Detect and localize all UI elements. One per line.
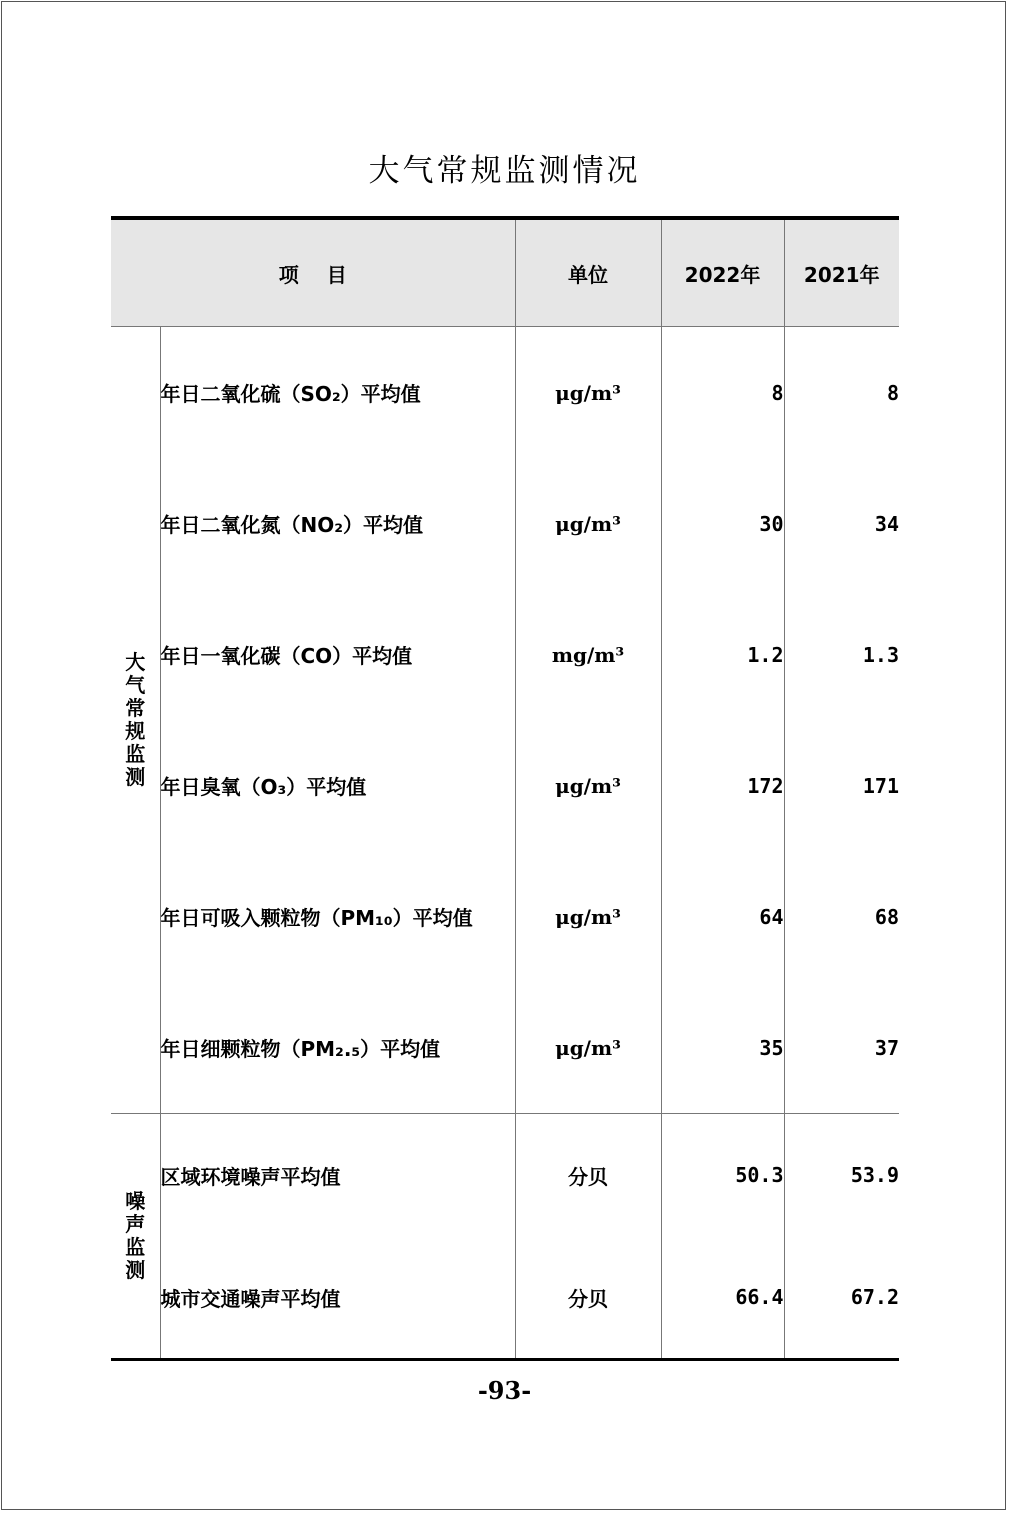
page-title: 大气常规监测情况	[368, 153, 641, 189]
value-2021: 1.3	[862, 642, 899, 667]
table-row	[111, 982, 899, 1114]
value-2021: 34	[874, 511, 899, 536]
header-year-2021: 2021年	[784, 218, 899, 327]
value-2022: 172	[661, 720, 784, 851]
unit-cell: μg/m³	[515, 458, 661, 589]
value-2022: 8	[661, 327, 784, 459]
item-name: 年日二氧化硫（SO₂）平均值	[160, 327, 515, 459]
header-year-2022: 2022年	[661, 218, 784, 327]
page-number: -93-	[477, 1376, 532, 1405]
value-2022: 35	[661, 982, 784, 1114]
table-row	[111, 458, 899, 589]
unit-cell: μg/m³	[515, 327, 661, 459]
table-row	[111, 720, 899, 851]
value-2022: 1.2	[661, 589, 784, 720]
value-2021: 67.2	[850, 1285, 899, 1309]
item-name: 年日臭氧（O₃）平均值	[160, 720, 515, 851]
value-2022: 64	[661, 851, 784, 982]
item-name: 区域环境噪声平均值	[160, 1114, 515, 1237]
table-row	[111, 1236, 899, 1360]
header-item	[111, 218, 515, 327]
unit-cell: 分贝	[515, 1236, 661, 1360]
table-row	[111, 851, 899, 982]
value-2022: 66.4	[661, 1236, 784, 1360]
group-label-air: 大气常规监测	[125, 650, 146, 789]
group-label-cell	[111, 327, 160, 1114]
monitoring-table	[111, 216, 899, 1361]
table-container	[111, 216, 899, 1361]
value-2021: 171	[862, 773, 899, 798]
group-label-cell	[111, 1114, 160, 1360]
header-item-char1: 项	[278, 262, 299, 287]
table-row	[111, 589, 899, 720]
table-row	[111, 1114, 899, 1237]
item-name: 城市交通噪声平均值	[160, 1236, 515, 1360]
item-name: 年日一氧化碳（CO）平均值	[160, 589, 515, 720]
item-name: 年日细颗粒物（PM₂.₅）平均值	[160, 982, 515, 1114]
value-2022: 30	[661, 458, 784, 589]
unit-cell: 分贝	[515, 1114, 661, 1237]
unit-cell: μg/m³	[515, 720, 661, 851]
unit-cell: mg/m³	[515, 589, 661, 720]
value-2021: 68	[874, 904, 899, 929]
header-item-char2: 目	[326, 262, 347, 287]
table-header-row	[111, 218, 899, 327]
group-label-noise: 噪声监测	[125, 1189, 146, 1282]
item-name: 年日可吸入颗粒物（PM₁₀）平均值	[160, 851, 515, 982]
value-2021: 8	[886, 380, 899, 405]
item-name: 年日二氧化氮（NO₂）平均值	[160, 458, 515, 589]
value-2021: 53.9	[784, 1114, 899, 1237]
header-unit: 单位	[515, 218, 661, 327]
unit-cell: μg/m³	[515, 851, 661, 982]
value-2021: 37	[874, 1035, 899, 1060]
value-2022: 50.3	[661, 1114, 784, 1237]
unit-cell: μg/m³	[515, 982, 661, 1114]
table-row	[111, 327, 899, 459]
